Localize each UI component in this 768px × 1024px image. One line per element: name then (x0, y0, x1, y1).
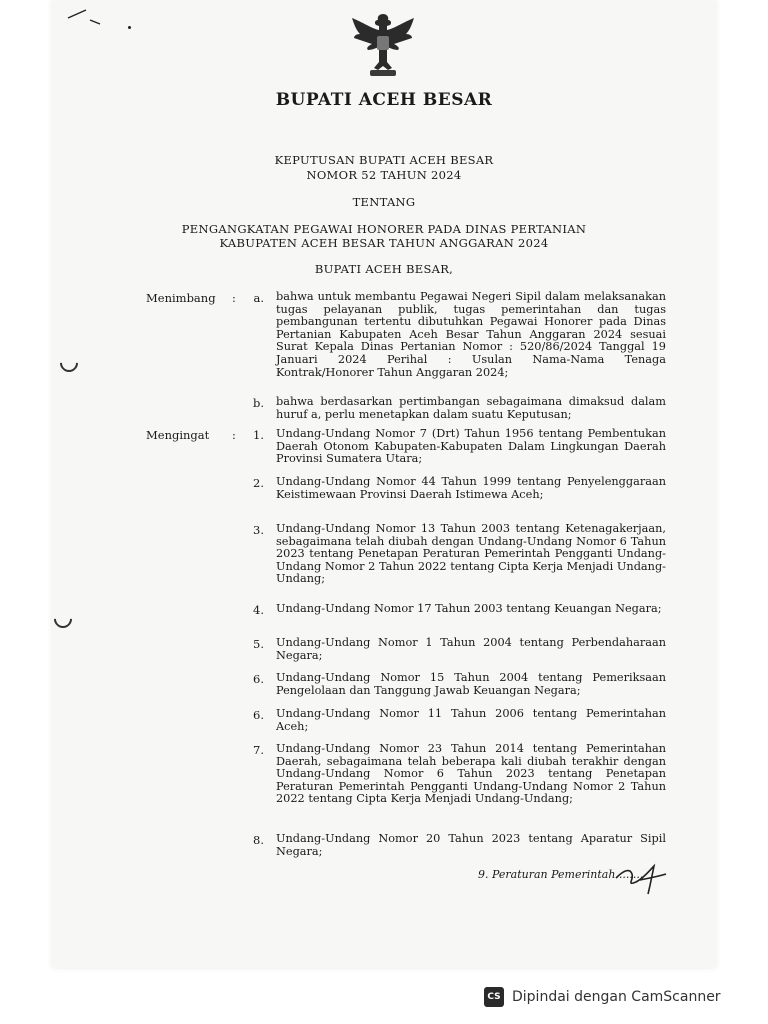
subject-line-1: PENGANGKATAN PEGAWAI HONORER PADA DINAS PERTANIAN (181, 222, 587, 236)
paraf-signature-icon (610, 860, 670, 896)
issuer-heading: BUPATI ACEH BESAR, (314, 262, 454, 276)
menimbang-num-a: a. (253, 291, 264, 305)
document-title: BUPATI ACEH BESAR (275, 90, 493, 110)
mengingat-num-4: 4. (253, 603, 264, 617)
camscanner-watermark (484, 984, 721, 1010)
garuda-emblem-icon (346, 8, 420, 80)
mengingat-num-6b: 6. (253, 708, 264, 722)
menimbang-item-a: bahwa untuk membantu Pegawai Negeri Sipil dalam melaksanakan tugas pelayanan publik, tugas pemerintahan dan tugas pembangunan tertentu dibutuhkan Pegawai Honorer pada Dinas Pertanian Kabupaten Aceh Besar Tahun Anggaran 2024 sesuai Surat Kepala Dinas Pertanian Nomor : 520/86/2024 Tanggal 19 Januari 2024 Perihal : Usulan Nama-Nama Tenaga Kontrak/Honorer Tahun Anggaran 2024; (276, 290, 666, 379)
mengingat-colon: : (232, 428, 236, 442)
mengingat-item-2: Undang-Undang Nomor 44 Tahun 1999 tentang Penyelenggaraan Keistimewaan Provinsi Daerah Istimewa Aceh; (276, 475, 666, 501)
menimbang-num-b: b. (252, 396, 264, 410)
mengingat-num-7: 7. (253, 743, 264, 757)
menimbang-colon: : (232, 291, 236, 305)
scan-mark-icon (66, 6, 106, 29)
mengingat-item-6b: Undang-Undang Nomor 11 Tahun 2006 tentang Pemerintahan Aceh; (276, 707, 666, 733)
menimbang-label: Menimbang (146, 291, 216, 305)
mengingat-num-5: 5. (253, 637, 264, 651)
mengingat-label: Mengingat (146, 428, 210, 442)
mengingat-item-5: Undang-Undang Nomor 1 Tahun 2004 tentang Perbendaharaan Negara; (276, 636, 666, 662)
mengingat-item-3: Undang-Undang Nomor 13 Tahun 2003 tentang Ketenagakerjaan, sebagaimana telah diubah dengan Undang-Undang Nomor 6 Tahun 2023 tentang Penetapan Peraturan Pemerintah Pengganti Undang-Undang Nomor 2 Tahun 2022 tentang Cipta Kerja Menjadi Undang-Undang; (276, 522, 666, 586)
mengingat-item-1: Undang-Undang Nomor 7 (Drt) Tahun 1956 tentang Pembentukan Daerah Otonom Kabupaten-Kabupaten Dalam Lingkungan Daerah Provinsi Sumatera Utara; (276, 427, 666, 466)
camscanner-text: Dipindai dengan CamScanner (512, 989, 721, 1005)
decree-number: NOMOR 52 TAHUN 2024 (306, 168, 462, 182)
menimbang-item-b: bahwa berdasarkan pertimbangan sebagaimana dimaksud dalam huruf a, perlu menetapkan dalam suatu Keputusan; (276, 395, 666, 421)
mengingat-item-7: Undang-Undang Nomor 23 Tahun 2014 tentang Pemerintahan Daerah, sebagaimana telah beberapa kali diubah terakhir dengan Undang-Undang Nomor 6 Tahun 2023 tentang Penetapan Peraturan Pemerintah Pengganti Undang-Undang Nomor 2 Tahun 2022 tentang Cipta Kerja Menjadi Undang-Undang; (276, 742, 666, 806)
mengingat-item-6a: Undang-Undang Nomor 15 Tahun 2004 tentang Pemeriksaan Pengelolaan dan Tanggung Jawab Keuangan Negara; (276, 671, 666, 697)
mengingat-num-3: 3. (253, 523, 264, 537)
continuation-note: 9. Peraturan Pemerintah........ (478, 868, 644, 881)
mengingat-num-2: 2. (253, 476, 264, 490)
mengingat-num-1: 1. (253, 428, 264, 442)
about-heading: TENTANG (352, 195, 416, 209)
camscanner-logo-icon: CS (484, 987, 504, 1007)
mengingat-num-8: 8. (253, 833, 264, 847)
scan-dot-icon (128, 26, 131, 29)
decree-line: KEPUTUSAN BUPATI ACEH BESAR (274, 153, 494, 167)
mengingat-item-8: Undang-Undang Nomor 20 Tahun 2023 tentang Aparatur Sipil Negara; (276, 832, 666, 858)
subject-line-2: KABUPATEN ACEH BESAR TAHUN ANGGARAN 2024 (219, 236, 549, 250)
mengingat-item-4: Undang-Undang Nomor 17 Tahun 2003 tentang Keuangan Negara; (276, 602, 662, 615)
mengingat-num-6a: 6. (253, 672, 264, 686)
